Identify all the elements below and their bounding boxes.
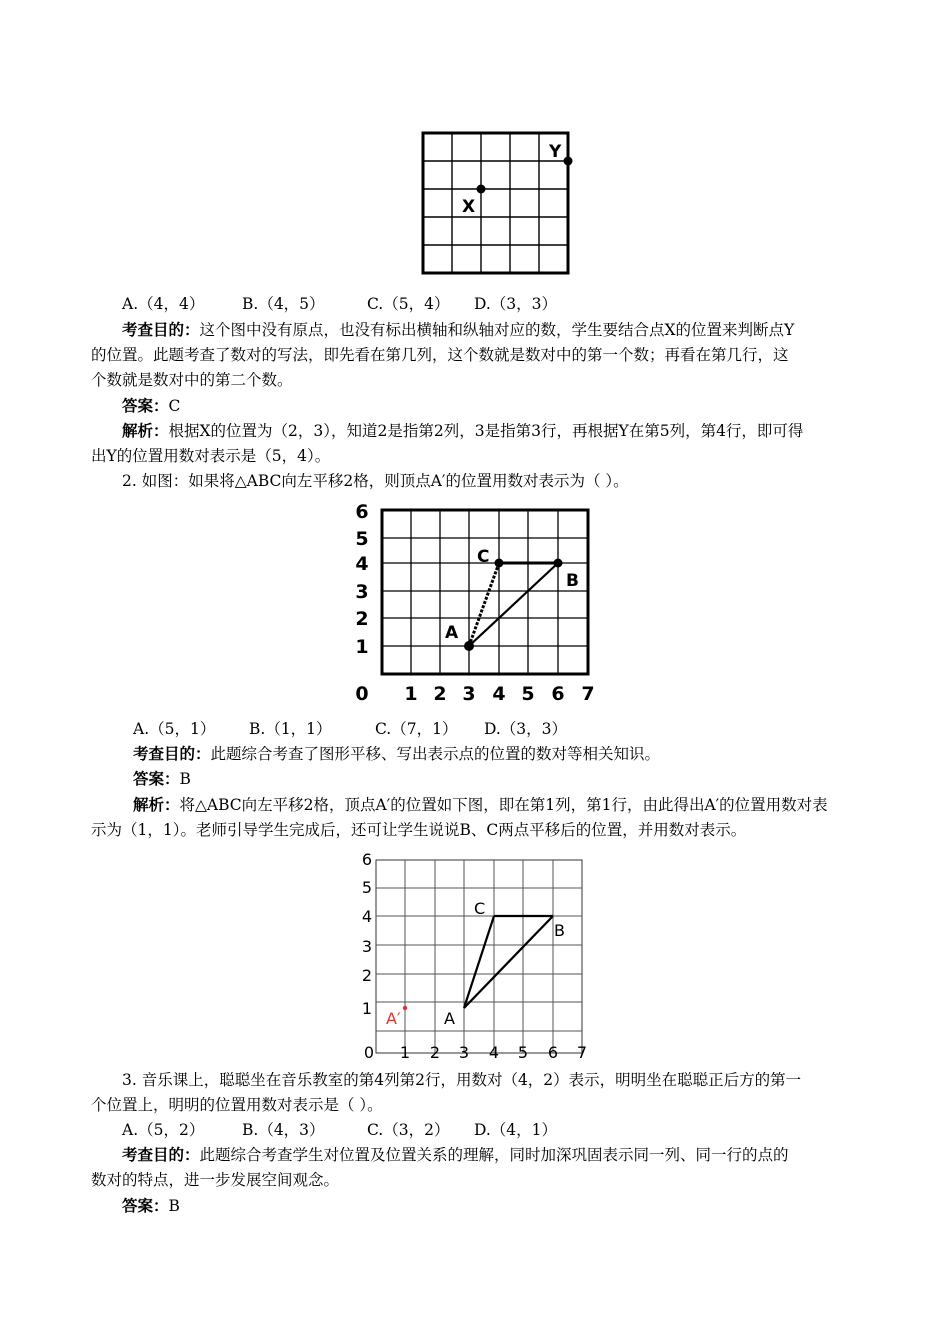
q2-purpose: 考查目的：此题综合考查了图形平移、写出表示点的位置的数对等相关知识。 (133, 744, 661, 763)
y-tick: 2 (361, 966, 373, 985)
label-b-2: B (554, 921, 565, 940)
edge-ab (469, 563, 558, 646)
x-tick: 6 (551, 683, 565, 705)
point-x (477, 185, 486, 194)
label-b: B (566, 571, 579, 591)
y-tick: 4 (361, 907, 373, 926)
q1-purpose-line2: 的位置。此题考查了数对的写法，即先看在第几列，这个数就是数对中的第一个数；再看在第几行，这 (91, 346, 789, 364)
q1-option-a: A.（4，4） (122, 295, 205, 313)
point-y (564, 157, 573, 166)
q2-option-b: B.（1，1） (249, 720, 332, 738)
q3-option-d: D.（4，1） (474, 1121, 558, 1139)
x-tick: 5 (517, 1043, 529, 1062)
x-tick: 7 (581, 683, 595, 705)
q3-purpose-line1: 考查目的：此题综合考查学生对位置及位置关系的理解，同时加深巩固表示同一列、同一行的点的 (122, 1145, 789, 1164)
q1-analysis-line2: 出Y的位置用数对表示是（5，4）。 (91, 447, 331, 465)
q1-purpose-line1: 考查目的：这个图中没有原点，也没有标出横轴和纵轴对应的数，学生要结合点X的位置来判断点Y (122, 320, 795, 339)
figure-3-grid (355, 848, 595, 1063)
q3-option-c: C.（3，2） (367, 1121, 450, 1139)
q3-option-a: A.（5，2） (122, 1121, 205, 1139)
x-tick: 4 (492, 683, 506, 705)
y-tick: 6 (361, 850, 373, 869)
q2-analysis-line1: 解析：将△ABC向左平移2格，顶点A′的位置如下图，即在第1列，第1行，由此得出A′的位置用数对表 (133, 795, 828, 814)
y-tick: 6 (355, 501, 369, 523)
edge-ab-2 (464, 916, 553, 1008)
q1-purpose-label: 考查目的： (122, 320, 200, 339)
y-tick: 2 (355, 608, 369, 630)
q3-answer: 答案：B (122, 1196, 180, 1215)
edge-ca-2 (464, 916, 494, 1008)
q1-option-d: D.（3，3） (474, 295, 558, 313)
q1-option-c: C.（5，4） (367, 295, 450, 313)
q1-analysis-line1: 解析：根据X的位置为（2，3），知道2是指第2列，3是指第3行，再根据Y在第5列，第4行，即可得 (122, 421, 804, 440)
x-tick: 6 (547, 1043, 559, 1062)
x-tick: 5 (521, 683, 535, 705)
q2-option-d: D.（3，3） (484, 720, 568, 738)
x-tick: 4 (488, 1043, 500, 1062)
y-tick: 5 (355, 528, 369, 550)
x-tick: 0 (363, 1043, 375, 1062)
label-x: X (462, 197, 476, 217)
edge-ca (469, 563, 499, 646)
q3-question-line1: 3. 音乐课上，聪聪坐在音乐教室的第4列第2行，用数对（4，2）表示，明明坐在聪聪正后方的第一 (122, 1071, 802, 1089)
x-tick: 3 (462, 683, 476, 705)
label-c: C (477, 547, 490, 567)
q2-answer: 答案：B (133, 769, 191, 788)
vertex-a (464, 641, 474, 651)
y-tick: 3 (361, 937, 373, 956)
y-tick: 5 (361, 878, 373, 897)
q3-purpose-line2: 数对的特点，进一步发展空间观念。 (91, 1171, 340, 1189)
figure-1-grid (418, 128, 578, 278)
label-a-2: A (444, 1009, 455, 1028)
x-tick: 2 (433, 683, 447, 705)
y-tick: 4 (355, 553, 369, 575)
q1-option-b: B.（4，5） (242, 295, 325, 313)
q2-analysis-line2: 示为（1，1）。老师引导学生完成后，还可让学生说说B、C两点平移后的位置，并用数对表示。 (91, 821, 747, 839)
y-tick: 1 (361, 999, 373, 1018)
x-tick: 2 (429, 1043, 441, 1062)
q3-question-line2: 个位置上，明明的位置用数对表示是（ ）。 (91, 1096, 383, 1114)
label-a: A (445, 623, 459, 643)
x-tick: 7 (576, 1043, 588, 1062)
x-tick: 3 (458, 1043, 470, 1062)
label-c-2: C (474, 899, 486, 918)
x-tick: 0 (355, 683, 369, 705)
vertex-c (495, 559, 504, 568)
y-tick: 1 (355, 636, 369, 658)
x-tick: 1 (399, 1043, 411, 1062)
q3-option-b: B.（4，3） (242, 1121, 325, 1139)
vertex-b (554, 559, 563, 568)
q2-question: 2. 如图：如果将△ABC向左平移2格，则顶点A′的位置用数对表示为（ ）。 (122, 472, 629, 490)
label-a-prime: A′ (386, 1009, 401, 1028)
y-tick: 3 (355, 581, 369, 603)
q1-purpose-line3: 个数就是数对中的第二个数。 (91, 371, 293, 389)
vertex-a-prime (403, 1006, 407, 1010)
figure-2-grid (350, 500, 610, 710)
q2-option-c: C.（7，1） (375, 720, 458, 738)
label-y: Y (549, 142, 562, 162)
q2-option-a: A.（5，1） (133, 720, 216, 738)
q1-answer: 答案：C (122, 396, 181, 415)
x-tick: 1 (404, 683, 418, 705)
